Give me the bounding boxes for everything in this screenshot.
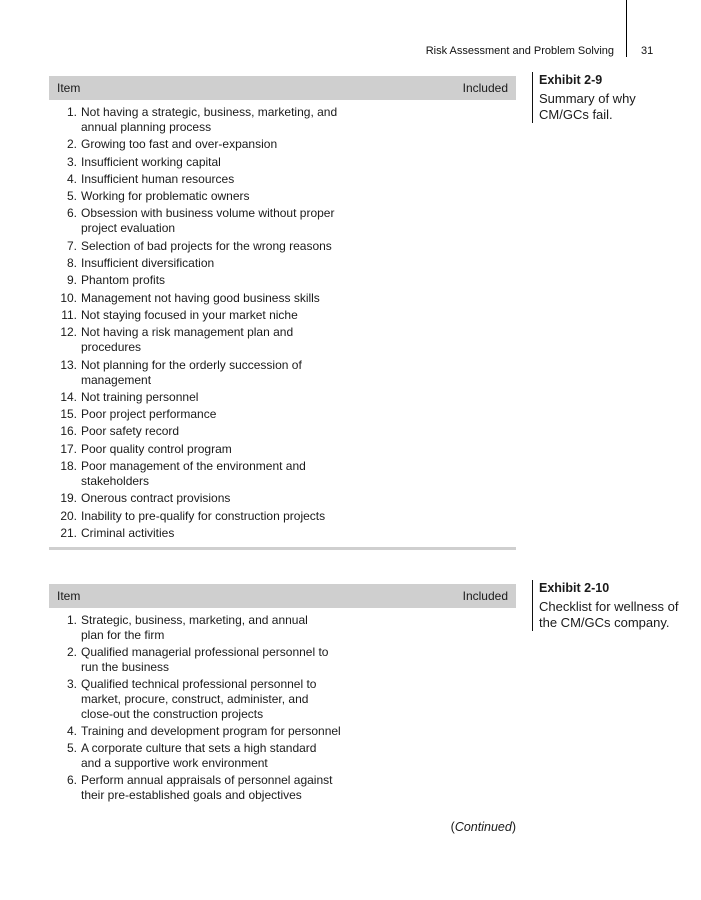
item-number: 3. — [66, 677, 77, 691]
item-text: Insufficient working capital — [81, 154, 221, 169]
list-item — [49, 724, 516, 739]
item-text: Poor project performance — [81, 407, 217, 422]
continued-text: Continued — [454, 820, 512, 834]
item-text: Phantom profits — [81, 273, 166, 288]
item-text: Selection of bad projects for the wrong reasons — [81, 238, 332, 253]
item-number: 4. — [66, 171, 77, 186]
table-header — [49, 76, 516, 100]
item-text: Qualified technical professional personnel to market, procure, construct, administer, and close-out the construction projects — [81, 677, 317, 721]
list-item — [49, 189, 516, 204]
item-text: Poor quality control program — [81, 441, 232, 456]
item-number: 2. — [66, 137, 77, 152]
list-item — [49, 239, 516, 254]
item-number: 1. — [66, 105, 77, 119]
item-text: Not having a strategic, business, marketing, and annual planning process — [81, 105, 338, 134]
item-number: 4. — [66, 724, 77, 738]
item-text: Not staying focused in your market niche — [81, 307, 298, 322]
item-number: 18. — [60, 459, 77, 474]
list-item — [49, 291, 516, 306]
item-number: 12. — [60, 325, 77, 340]
item-number: 19. — [60, 491, 77, 506]
item-number: 3. — [66, 154, 77, 169]
item-number: 6. — [66, 773, 77, 787]
item-number: 1. — [66, 613, 77, 627]
list-item — [49, 390, 516, 405]
list-item — [49, 459, 516, 489]
item-text: Working for problematic owners — [81, 189, 250, 204]
list-item — [49, 325, 516, 355]
exhibit-caption: Summary of why CM/GCs fail. — [539, 91, 636, 122]
item-text: A corporate culture that sets a high standard and a supportive work environment — [81, 741, 317, 770]
column-header-included: Included — [462, 589, 508, 603]
running-title: Risk Assessment and Problem Solving — [425, 45, 614, 57]
item-number: 10. — [60, 290, 77, 305]
list-item — [49, 155, 516, 170]
list-item — [49, 741, 516, 771]
header-divider — [626, 0, 627, 57]
column-header-included: Included — [462, 81, 508, 95]
table-bottom-rule — [49, 547, 516, 550]
item-number: 2. — [66, 645, 77, 659]
item-number: 20. — [60, 508, 77, 523]
item-text: Onerous contract provisions — [81, 491, 231, 506]
item-text: Growing too fast and over-expansion — [81, 137, 278, 152]
item-text: Insufficient human resources — [81, 171, 235, 186]
item-text: Not having a risk management plan and procedures — [81, 325, 294, 355]
list-item — [49, 526, 516, 541]
item-text: Perform annual appraisals of personnel against their pre-established goals and objectives — [81, 773, 333, 802]
exhibit-title: Exhibit 2-10 — [539, 581, 610, 595]
item-number: 13. — [60, 357, 77, 372]
item-text: Obsession with business volume without proper project evaluation — [81, 206, 335, 236]
item-text: Poor management of the environment and stakeholders — [81, 459, 306, 489]
item-number: 21. — [60, 525, 77, 540]
item-text: Not training personnel — [81, 389, 199, 404]
item-number: 16. — [60, 424, 77, 439]
exhibit-caption: Checklist for wellness of the CM/GCs company. — [539, 599, 679, 630]
list-item — [49, 308, 516, 323]
list-item — [49, 645, 516, 675]
item-text: Strategic, business, marketing, and annual plan for the firm — [81, 613, 308, 642]
item-number: 8. — [66, 256, 77, 271]
item-number: 5. — [66, 189, 77, 204]
list-item — [49, 358, 516, 388]
list-item — [49, 442, 516, 457]
item-text: Not planning for the orderly succession of management — [81, 357, 302, 387]
list-item — [49, 773, 516, 803]
item-list — [49, 613, 516, 809]
list-item — [49, 256, 516, 271]
item-number: 7. — [66, 238, 77, 253]
list-item — [49, 424, 516, 439]
exhibit-2-10-table — [49, 584, 516, 809]
list-item — [49, 273, 516, 288]
exhibit-2-10-label — [532, 580, 689, 631]
table-header — [49, 584, 516, 608]
list-item — [49, 677, 516, 722]
column-header-item: Item — [57, 589, 81, 603]
list-item — [49, 137, 516, 152]
item-number: 9. — [66, 273, 77, 288]
item-text: Criminal activities — [81, 525, 175, 540]
item-text: Training and development program for personnel — [81, 724, 341, 738]
item-number: 17. — [60, 441, 77, 456]
list-item — [49, 172, 516, 187]
item-text: Qualified managerial professional personnel to run the business — [81, 645, 329, 674]
item-number: 5. — [66, 741, 77, 755]
item-number: 6. — [66, 206, 77, 221]
item-list — [49, 105, 516, 547]
item-text: Management not having good business skills — [81, 290, 320, 305]
exhibit-2-9-label — [532, 72, 689, 123]
item-text: Insufficient diversification — [81, 256, 215, 271]
item-number: 11. — [61, 307, 77, 322]
item-number: 15. — [60, 407, 77, 422]
column-header-item: Item — [57, 81, 81, 95]
exhibit-2-9-table — [49, 76, 516, 550]
list-item — [49, 491, 516, 506]
list-item — [49, 509, 516, 524]
item-text: Poor safety record — [81, 424, 180, 439]
exhibit-title: Exhibit 2-9 — [539, 73, 603, 87]
page-number: 31 — [641, 45, 654, 57]
item-text: Inability to pre-qualify for construction projects — [81, 508, 326, 523]
list-item — [49, 206, 516, 236]
list-item — [49, 105, 516, 135]
list-item — [49, 613, 516, 643]
item-number: 14. — [60, 389, 77, 404]
continued-note: (Continued) — [450, 820, 516, 834]
list-item — [49, 407, 516, 422]
